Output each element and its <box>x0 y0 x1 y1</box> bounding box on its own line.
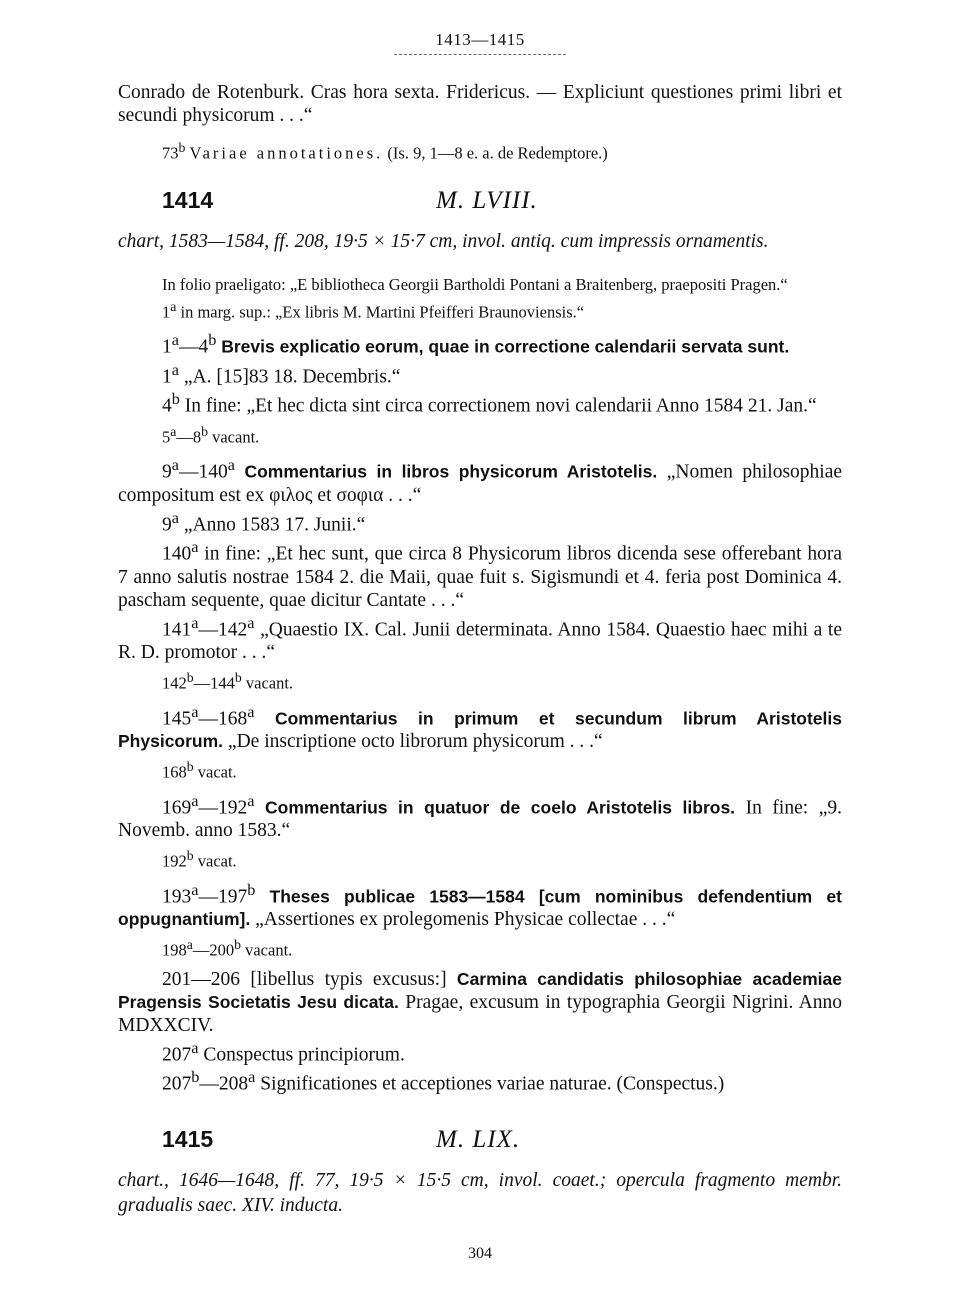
item-commentarius-primum: 145$^a$—168$^a$ Commentarius in primum et secundum librum Aristotelis Physicorum. „De inscriptione octo librorum physicorum . . .“ <box>118 702 842 752</box>
entry-1414-heading <box>118 187 842 215</box>
item-line: 141$^a$—142$^a$ „Quaestio IX. Cal. Junii determinata. Anno 1584. Quaestio haec mihi a te R. D. promotor . . .“ <box>118 613 842 663</box>
item-conspectus: 207$^a$ Conspectus principiorum. <box>162 1038 405 1065</box>
header-rule <box>394 54 566 55</box>
vacant-line: 142$^b$—144$^b$ vacant. <box>162 670 294 693</box>
continuation-text: Conrado de Rotenburk. Cras hora sexta. Fridericus. — Expliciunt questiones primi libri et secundi physicorum . . .“ <box>118 82 842 126</box>
entry-shelfmark: M. LVIII. <box>436 186 538 214</box>
annotations-title: Variae annotationes. <box>189 143 384 163</box>
entry-1415-heading <box>118 1126 842 1154</box>
item-theses-publicae: 193$^a$—197$^b$ Theses publicae 1583—1584 [cum nominibus defendentium et oppugnantium]. „Assertiones ex prolegomenis Physicae collectae . . .“ <box>118 880 842 930</box>
page <box>118 30 842 1218</box>
running-header <box>118 30 842 55</box>
item-commentarius-physicorum: 9$^a$—140$^a$ Commentarius in libros physicorum Aristotelis. „Nomen philosophiae compositum est ex φιλος et σοφια . . .“ <box>118 456 843 506</box>
vacat-line: 168$^b$ vacat. <box>162 759 237 782</box>
entry-1415-description: chart., 1646—1648, ff. 77, 19·5 × 15·5 cm, invol. coaet.; opercula fragmento membr. gradualis saec. XIV. inducta. <box>118 1169 842 1216</box>
entry-shelfmark: M. LIX. <box>436 1125 521 1153</box>
vacat-line: 192$^b$ vacat. <box>162 848 237 871</box>
page-number: 304 <box>468 1245 492 1262</box>
item-line: 4$^b$ In fine: „Et hec dicta sint circa correctionem novi calendarii Anno 1584 21. Jan.“ <box>162 390 817 417</box>
item-carmina: 201—206 [libellus typis excusus:] Carmina candidatis philosophiae academiae Pragensis Societatis Jesu dicata. Pragae, excusum in typographia Georgii Nigrini. Anno MDXXCIV. <box>118 968 842 1036</box>
item-line: 9$^a$ „Anno 1583 17. Junii.“ <box>162 508 366 535</box>
annotations-line: 73$^b$ Variae annotationes. (Is. 9, 1—8 e. a. de Redemptore.) <box>162 140 608 163</box>
item-commentarius-coelo: 169$^a$—192$^a$ Commentarius in quatuor de coelo Aristotelis libros. In fine: „9. Novemb. anno 1583.“ <box>118 791 842 841</box>
vacant-line: 198$^a$—200$^b$ vacant. <box>162 937 293 960</box>
vacant-line: 5$^a$—8$^b$ vacant. <box>162 423 260 446</box>
provenance-note: In folio praeligato: „E bibliotheca Georgii Bartholdi Pontani a Braitenberg, praepositi Pragen.“ <box>162 274 788 294</box>
item-brevis-explicatio: 1$^a$—4$^b$ Brevis explicatio eorum, quae in correctione calendarii servata sunt. <box>162 331 790 358</box>
item-line: 1$^a$ „A. [15]83 18. Decembris.“ <box>162 360 401 387</box>
exlibris-note: 1$^a$ in marg. sup.: „Ex libris M. Martini Pfeifferi Braunoviensis.“ <box>162 298 585 321</box>
item-line: 140$^a$ in fine: „Et hec sunt, que circa 8 Physicorum libros dicenda sese offerebant hora 7 anno salutis nostrae 1584 2. die Maii, quae fuit s. Sigismundi et 4. feria post Dominica 4. pascham sequente, quae dicitur Cantate . . .“ <box>118 538 842 611</box>
continuation-section <box>118 81 842 165</box>
entry-1414-body <box>118 274 842 1096</box>
item-significationes: 207$^b$—208$^a$ Significationes et acceptiones variae naturae. (Conspectus.) <box>162 1068 725 1095</box>
entry-number: 1414 <box>162 186 214 213</box>
entry-1414-description: chart, 1583—1584, ff. 208, 19·5 × 15·7 cm, invol. antiq. cum impressis ornamentis. <box>118 230 769 252</box>
entry-number: 1415 <box>162 1125 214 1152</box>
header-range: 1413—1415 <box>435 30 525 49</box>
